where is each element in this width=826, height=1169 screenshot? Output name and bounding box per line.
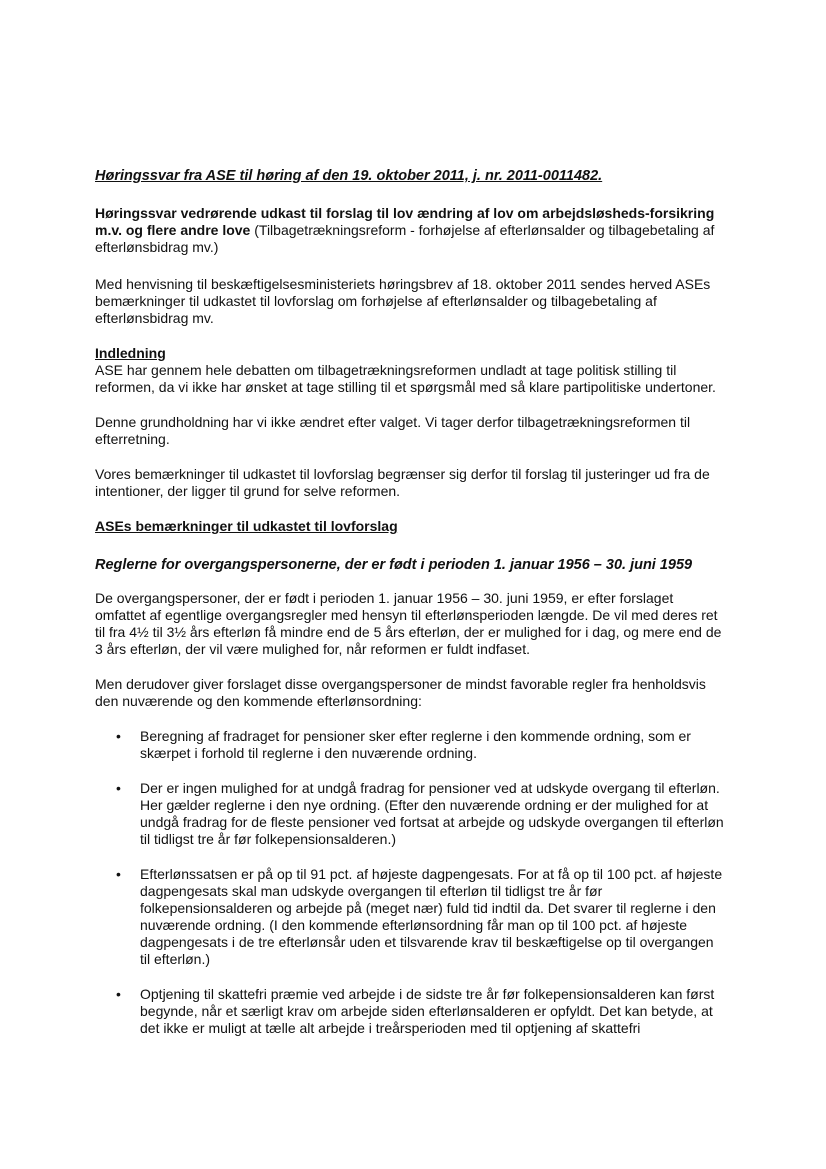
list-item	[95, 986, 725, 1037]
document-page	[95, 168, 725, 1055]
list-item	[95, 728, 725, 762]
subject-bold-text: Høringssvar vedrørende udkast til forslag til lov ændring af lov om arbejdsløsheds-forsikring m.v. og flere andre love	[95, 205, 715, 238]
bullet-icon: •	[116, 986, 121, 1002]
intro-paragraph-3: Vores bemærkninger til udkastet til lovforslag begrænser sig derfor til forslag til justeringer ud fra de intentioner, der ligger til grund for selve reformen.	[95, 466, 710, 499]
reference-paragraph: Med henvisning til beskæftigelsesministeriets høringsbrev af 18. oktober 2011 sendes herved ASEs bemærkninger til udkastet til lovforslag om forhøjelse af efterlønsalder og tilbagebetaling af efterlønsbidrag mv.	[95, 276, 711, 326]
list-item-text: Der er ingen mulighed for at undgå fradrag for pensioner ved at udskyde overgang til efterløn. Her gælder reglerne i den nye ordning. (Efter den nuværende ordning er der mulighed for at undgå fradrag for de fleste pensioner ved fortsat at arbejde og udskyde overgangen til efterløn til tidligst tre år før folkepensionsalderen.)	[140, 780, 724, 847]
bullet-icon: •	[116, 780, 121, 796]
intro-heading: Indledning	[95, 345, 166, 361]
remarks-heading: ASEs bemærkninger til udkastet til lovforslag	[95, 518, 398, 534]
intro-paragraph-2: Denne grundholdning har vi ikke ændret efter valget. Vi tager derfor tilbagetrækningsreformen til efterretning.	[95, 414, 691, 447]
bullet-icon: •	[116, 728, 121, 744]
list-item	[95, 866, 725, 968]
subject-normal-text: (Tilbagetrækningsreform - forhøjelse af efterlønsalder og tilbagebetaling af efterlønsbidrag mv.)	[95, 222, 715, 255]
list-item-text: Efterlønssatsen er på op til 91 pct. af højeste dagpengesats. For at få op til 100 pct. af højeste dagpengesats skal man udskyde overgangen til efterløn til tidligst tre år før folkepensionsalderen og arbejde på (meget nær) fuld tid indtil da. Det svarer til reglerne i den nuværende ordning. (I den kommende efterlønsordning får man op til 100 pct. af højeste dagpengesats i de tre efterlønsår uden et tilsvarende krav til beskæftigelse op til overgangen til efterløn.)	[140, 866, 723, 967]
document-header-line: Høringssvar fra ASE til høring af den 19. oktober 2011, j. nr. 2011-0011482.	[95, 168, 603, 184]
bullet-list	[95, 728, 725, 1037]
bullet-icon: •	[116, 866, 121, 882]
list-item-text: Optjening til skattefri præmie ved arbejde i de sidste tre år før folkepensionsalderen kan først begynde, når et særligt krav om arbejde siden efterlønsalderen er opfyldt. Det kan betyde, at det ikke er muligt at tælle alt arbejde i treårsperioden med til optjening af skattefri	[140, 986, 715, 1036]
list-item	[95, 780, 725, 848]
section-paragraph-2: Men derudover giver forslaget disse overgangspersoner de mindst favorable regler fra henholdsvis den nuværende og den kommende efterlønsordning:	[95, 676, 706, 709]
list-item-text: Beregning af fradraget for pensioner sker efter reglerne i den kommende ordning, som er skærpet i forhold til reglerne i den nuværende ordning.	[140, 728, 691, 761]
section-paragraph-1: De overgangspersoner, der er født i perioden 1. januar 1956 – 30. juni 1959, er efter forslaget omfattet af egentlige overgangsregler med hensyn til efterlønsperioden længde. De vil med deres ret til fra 4½ til 3½ års efterløn få mindre end de 5 års efterløn, der er mulighed for i dag, og mere end de 3 års efterløn, der vil være mulighed for, når reformen er fuldt indfaset.	[95, 590, 722, 657]
intro-paragraph-1: ASE har gennem hele debatten om tilbagetrækningsreformen undladt at tage politisk stilling til reformen, da vi ikke har ønsket at tage stilling til et spørgsmål med så klare partipolitiske undertoner.	[95, 362, 716, 395]
section-heading: Reglerne for overgangspersonerne, der er født i perioden 1. januar 1956 – 30. juni 1959	[95, 557, 693, 573]
subject-paragraph	[95, 205, 725, 256]
intro-section	[95, 345, 725, 500]
